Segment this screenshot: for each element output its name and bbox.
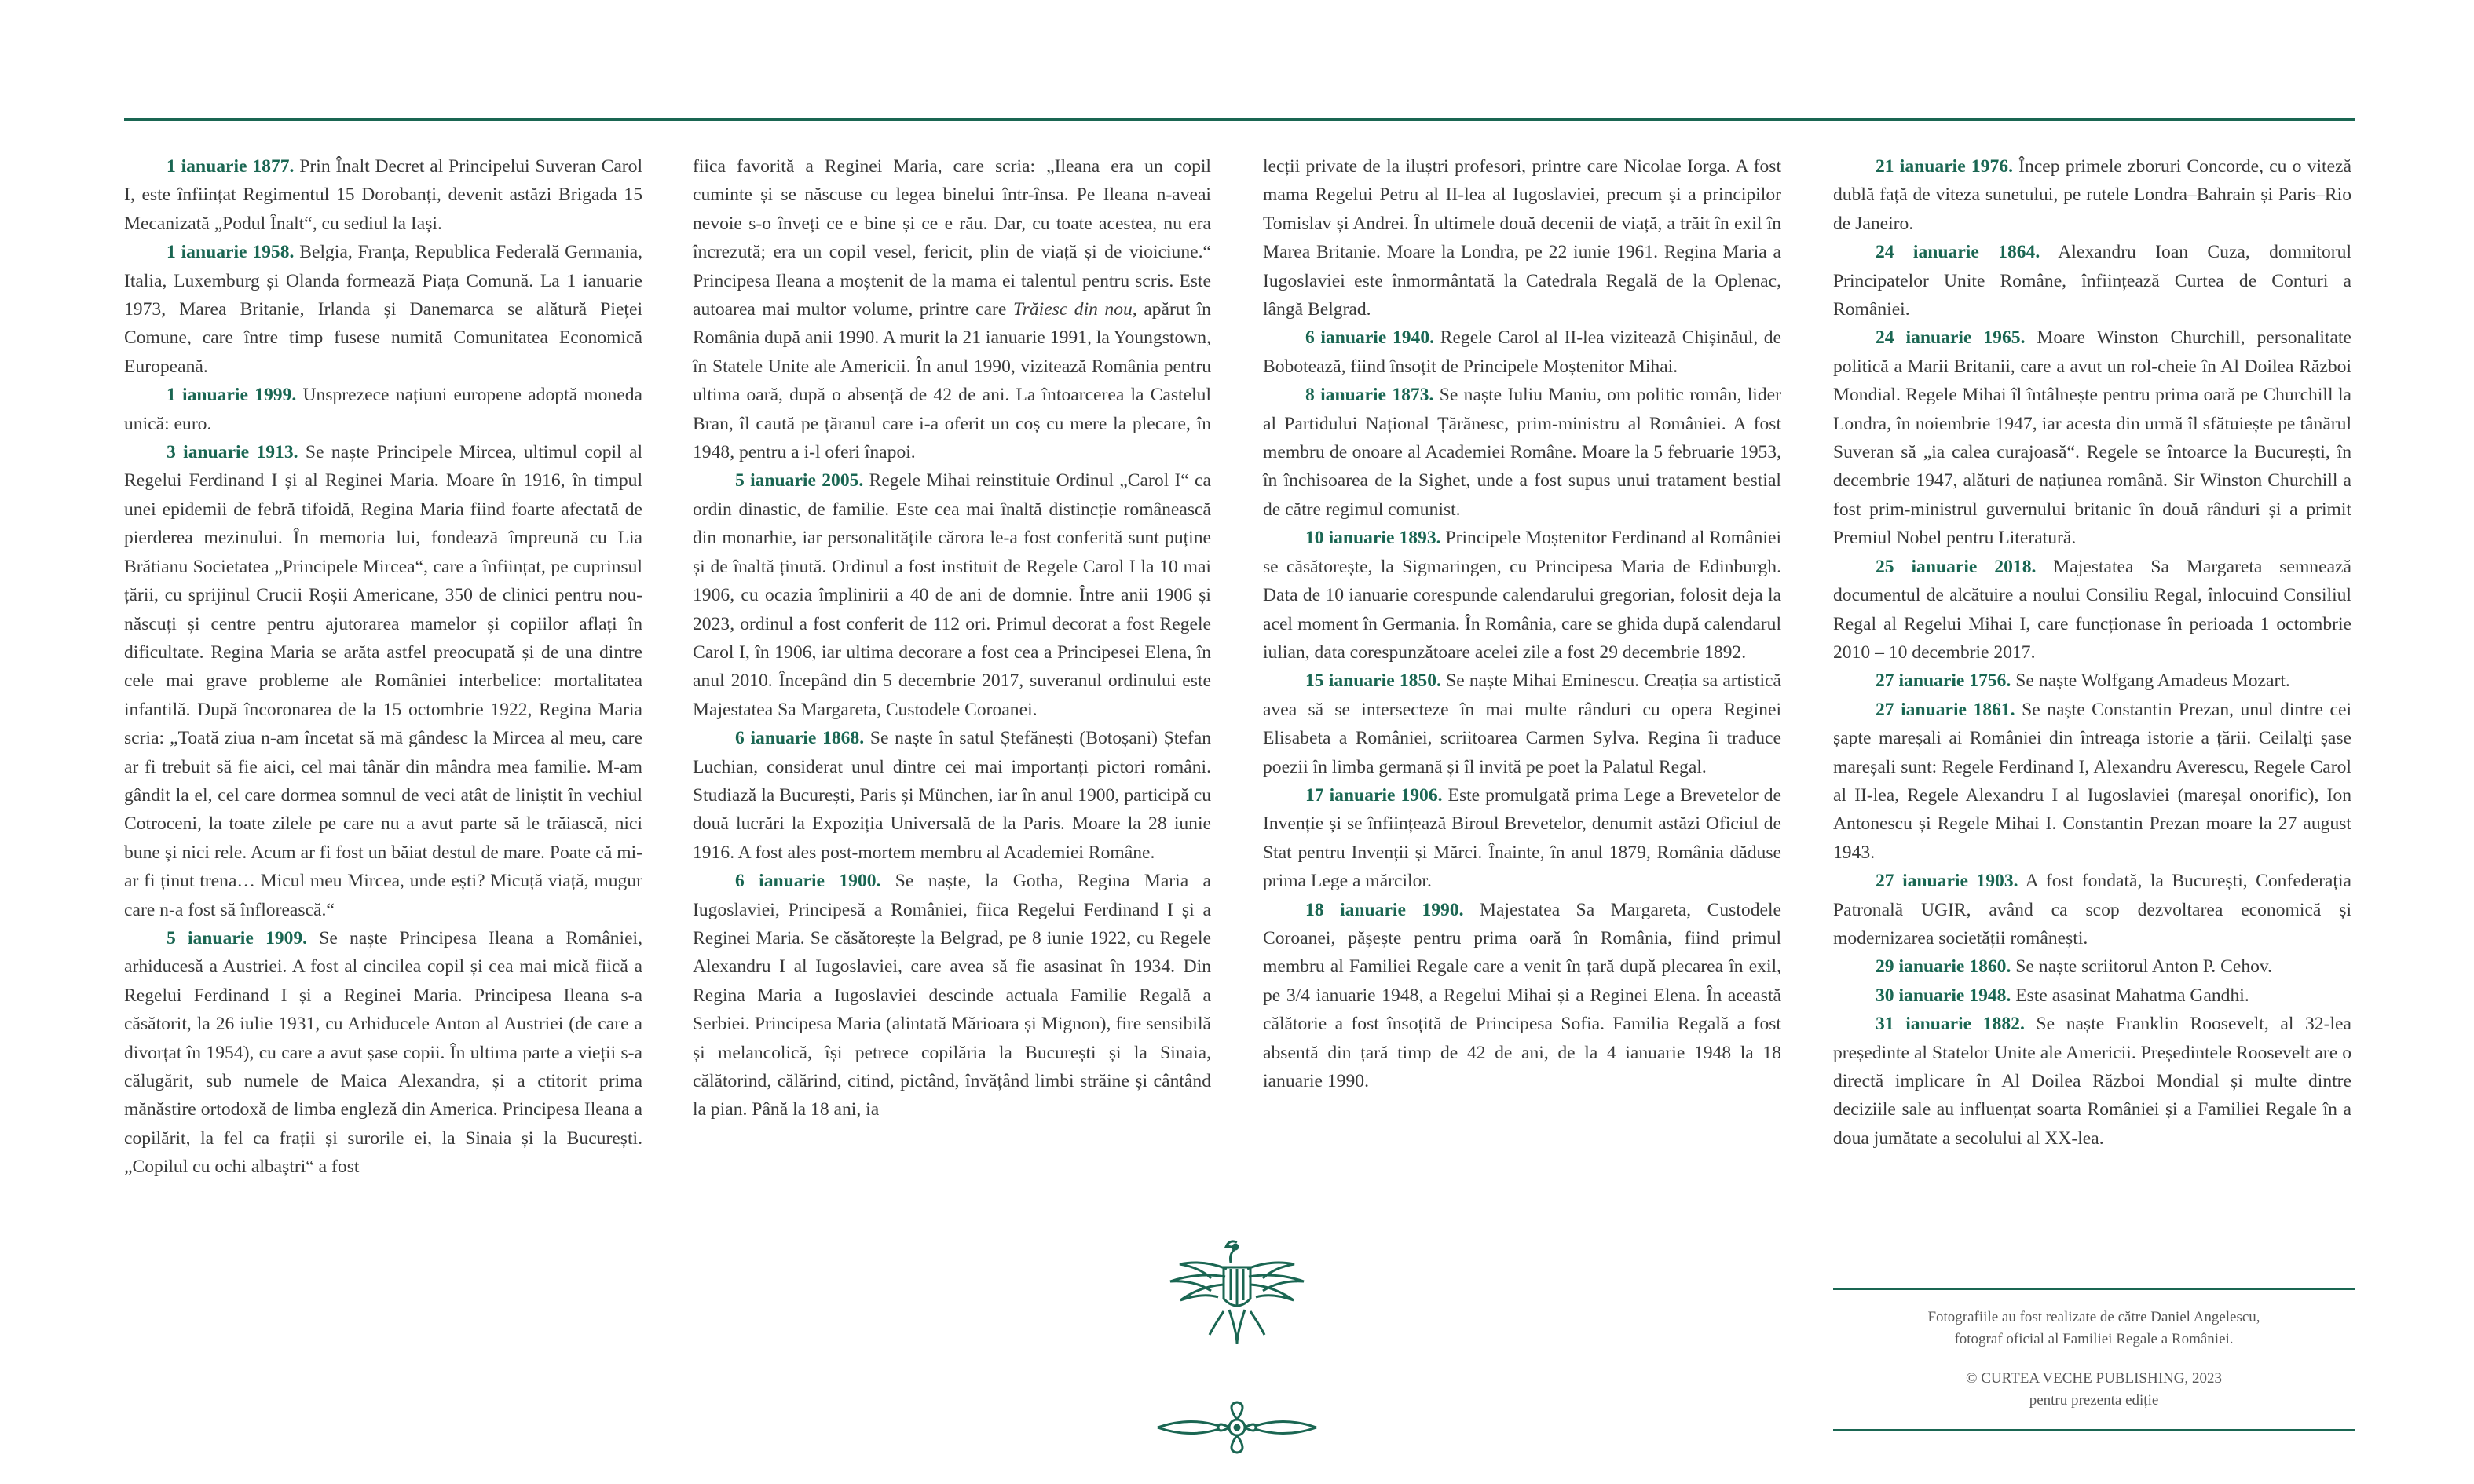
entry-date: 17 ianuarie 1906. — [1305, 784, 1443, 806]
book-title: Trăiesc din nou — [1012, 299, 1133, 320]
entry-date: 5 ianuarie 2005. — [735, 470, 864, 492]
entry-date: 10 ianuarie 1893. — [1305, 528, 1441, 549]
entry-paragraph — [1833, 981, 2351, 1010]
entry-text: Alexandru Ioan Cuza, domnitorul Principatelor Unite Române, înființează Curtea de Conturi a României. — [1833, 242, 2351, 320]
credits-spacer — [1833, 1351, 2355, 1368]
entry-paragraph — [1833, 867, 2351, 952]
entry-paragraph — [693, 724, 1211, 867]
text-column-2 — [693, 152, 1211, 1124]
entry-paragraph — [124, 924, 642, 1182]
entry-text: Se naște Wolfgang Amadeus Mozart. — [2011, 671, 2290, 692]
copyright-line: © CURTEA VECHE PUBLISHING, 2023 — [1966, 1370, 2222, 1387]
entry-text: Moare Winston Churchill, personalitate politică a Marii Britanii, care a avut un rol-cheie în Al Doilea Război Mondial. Regele Mihai îl întâlnește pentru prima oară pe Churchill la Londra, în noiembrie 1947, iar acesta din urmă îl sfătuiește pe tânărul Suveran să „ia calea curajoasă“. Regele se întoarce la București, în decembrie 1947, alături de națiunea română. Sir Winston Churchill a fost prim-ministrul guvernului britanic în două rânduri și a primit Premiul Nobel pentru Literatură. — [1833, 327, 2352, 549]
entry-date: 6 ianuarie 1900. — [735, 871, 881, 892]
entry-date: 27 ianuarie 1756. — [1876, 671, 2011, 692]
entry-paragraph — [1833, 323, 2351, 552]
entry-text: Se naște în satul Ștefănești (Botoșani) Ștefan Luchian, considerat unul dintre cei mai importanți pictori români. Studiază la București, Paris și München, iar în anul 1900, participă cu două lucrări la Expoziția Universală de la Paris. Moare la 28 iunie 1916. A fost ales post-mortem membru al Academiei Române. — [693, 728, 1211, 863]
entry-date: 25 ianuarie 2018. — [1876, 556, 2037, 577]
entry-text: Se naște Principesa Ileana a României, arhiducesă a Austriei. A fost al cincilea copil și cea mai mică fiică a Regelui Ferdinand I și a Reginei Maria. Principesa Ileana s-a căsătorit, la 26 iulie 1931, cu Arhiducele Anton al Austriei (de care a divorțat în 1954), cu care a avut șase copii. În ultima parte a vieții s-a călugărit, sub numele de Maica Alexandra, și a ctitorit prima mănăstire ortodoxă de limba engleză din America. Principesa Ileana a copilărit, la fel ca frații și surorile ei, la Sinaia și la București. „Copilul cu ochi albaștri“ a fost — [124, 927, 642, 1178]
entry-text: Se naște Principele Mircea, ultimul copil al Regelui Ferdinand I și al Reginei Maria. Moare în 1916, în timpul unei epidemii de febră tifoidă, Regina Maria fiind foarte afectată de pierderea mezinului. În memoria lui, fondează împreună cu Lia Brătianu Societatea „Principele Mircea“, care a înființat, pe cuprinsul țării, cu sprijinul Crucii Roșii Americane, 350 de clinici pentru nou-născuți și centre pentru ajutorarea mamelor și copiilor aflați în dificultate. Regina Maria se arăta astfel preocupată și de una dintre cele mai grave probleme ale României interbelice: mortalitatea infantilă. După încoronarea de la 15 octombrie 1922, Regina Maria scria: „Toată ziua n-am încetat să mă gândesc la Mircea al meu, care ar fi trebuit să fie aici, cel mai tânăr din mândra mea familie. M-am gândit la el, cel care dormea somnul de veci atât de liniștit în vechiul Cotroceni, la toate zilele pe care nu a avut parte să le trăiască, nici bune și nici rele. Acum ar fi fost un băiat destul de mare. Poate că mi-ar fi ținut trena… Micul meu Mircea, unde ești? Micuță viață, mugur care n-a fost să înflorească.“ — [124, 442, 643, 920]
text-column-1 — [124, 152, 642, 1182]
entry-text: A fost fondată, la București, Confederația Patronală UGIR, având ca scop dezvoltarea economică și modernizarea societății românești. — [1833, 871, 2351, 949]
entry-text: fiica favorită a Reginei Maria, care scria: „Ileana era un copil cuminte și se născuse cu legea binelui într-însa. Pe Ileana n-aveai nevoie s-o înveți ce e bine și ce e rău. Dar, cu toate acestea, nu era încrezută; era un copil vesel, fericit, plin de viață și de vioiciune.“ Principesa Ileana a moștenit de la mama ei talentul pentru scris. Este autoarea mai multor volume, printre care — [693, 156, 1211, 320]
entry-paragraph — [1263, 524, 1781, 667]
entry-paragraph — [1833, 553, 2351, 667]
entry-date: 29 ianuarie 1860. — [1876, 956, 2011, 978]
entry-date: 8 ianuarie 1873. — [1305, 385, 1434, 406]
entry-paragraph — [1263, 896, 1781, 1096]
credits-top-rule — [1833, 1288, 2355, 1290]
top-rule — [124, 118, 2355, 121]
entry-text: Regele Carol al II-lea vizitează Chișinăul, de Bobotează, fiind însoțit de Principele Moștenitor Mihai. — [1263, 327, 1781, 377]
entry-text: Belgia, Franța, Republica Federală Germania, Italia, Luxemburg și Olanda formează Piața Comună. La 1 ianuarie 1973, Marea Britanie, Irlanda și Danemarca se alătură Pieței Comune, care între timp fusese numită Comunitatea Economică Europeană. — [124, 242, 642, 377]
entry-paragraph — [1833, 152, 2351, 238]
entry-date: 30 ianuarie 1948. — [1876, 985, 2011, 1006]
entry-date: 6 ianuarie 1940. — [1305, 327, 1435, 349]
entry-text: Regele Mihai reinstituie Ordinul „Carol I“ ca ordin dinastic, de familie. Este cea mai înaltă distincție românească din monarhie, iar personalitățile cărora le-a fost conferită sunt puține și de înaltă ținută. Ordinul a fost instituit de Regele Carol I la 10 mai 1906, cu ocazia împlinirii a 40 de ani de domnie. Între anii 1906 și 2023, ordinul a fost conferit de 112 ori. Primul decorat a fost Regele Carol I, în 1906, iar ultima decorare a fost cea a Principesei Elena, în anul 2010. Începând din 5 decembrie 2017, suveranul ordinului este Majestatea Sa Margareta, Custodele Coroanei. — [693, 470, 1211, 720]
entry-paragraph-continued — [693, 152, 1211, 466]
entry-text: Majestatea Sa Margareta, Custodele Coroanei, pășește pentru prima oară în România, fiind primul membru al Familiei Regale care a venit în țară după plecarea în exil, pe 3/4 ianuarie 1948, a Regelui Mihai și a Reginei Elena. În această călătorie a fost însoțită de Principesa Sofia. Familia Regală a fost absentă din țară timp de 42 de ani, de la 4 ianuarie 1948 la 18 ianuarie 1990. — [1263, 899, 1781, 1091]
entry-paragraph — [124, 152, 642, 238]
entry-text: Se naște scriitorul Anton P. Cehov. — [2011, 956, 2273, 978]
entry-paragraph — [693, 867, 1211, 1124]
entry-text: Se naște Mihai Eminescu. Creația sa artistică avea să se intersecteze în mai multe rânduri cu opera Reginei Elisabeta a României, scriitoarea Carmen Sylva. Regina îi traduce poezii în limba germană și îl invită pe poet la Palatul Regal. — [1263, 671, 1781, 777]
entry-text: Prin Înalt Decret al Principelui Suveran Carol I, este înființat Regimentul 15 Dorobanți, devenit astăzi Brigada 15 Mecanizată „Podul Înalt“, cu sediul la Iași. — [124, 156, 643, 234]
entry-date: 31 ianuarie 1882. — [1876, 1014, 2025, 1035]
entry-text: lecții private de la iluștri profesori, printre care Nicolae Iorga. A fost mama Regelui Petru al II-lea al Iugoslaviei, precum și a principilor Tomislav și Andrei. În ultimele două decenii de viață, a trăit în exil în Marea Britanie. Moare la Londra, pe 22 iunie 1961. Regina Maria a Iugoslaviei este înmormântată la Catedrala Regală de la Oplenac, lângă Belgrad. — [1263, 156, 1781, 320]
eagle-emblem-icon — [1155, 1233, 1319, 1351]
photo-credit-line-2: fotograf oficial al Familiei Regale a României. — [1954, 1331, 2234, 1347]
entry-date: 6 ianuarie 1868. — [735, 728, 865, 749]
entry-paragraph — [124, 381, 642, 438]
entry-date: 24 ianuarie 1864. — [1876, 242, 2040, 263]
entry-paragraph — [1833, 1010, 2351, 1153]
entry-date: 27 ianuarie 1861. — [1876, 699, 2015, 720]
entry-text: Se naște Franklin Roosevelt, al 32-lea președinte al Statelor Unite ale Americii. Președintele Roosevelt are o directă implicare în Al Doilea Război Mondial și multe dintre deciziile sale au influențat soarta României și a Familiei Regale în a doua jumătate a secolului al XX-lea. — [1833, 1014, 2352, 1149]
entry-date: 21 ianuarie 1976. — [1876, 156, 2013, 177]
entry-date: 27 ianuarie 1903. — [1876, 871, 2018, 892]
entry-paragraph — [124, 438, 642, 924]
entry-date: 18 ianuarie 1990. — [1305, 899, 1464, 920]
entry-text: Majestatea Sa Margareta semnează documentul de alcătuire a noului Consiliu Regal, înlocuind Consiliul Regal al Regelui Mihai I, care funcționase în perioada 1 octombrie 2010 – 10 decembrie 2017. — [1833, 556, 2351, 663]
entry-text: Se naște, la Gotha, Regina Maria a Iugoslaviei, Principesă a României, fiica Regelui Ferdinand I și a Reginei Maria. Se căsătorește la Belgrad, pe 8 iunie 1922, cu Regele Alexandru I al Iugoslaviei, care avea să fie asasinat în 1934. Din Regina Maria a Iugoslaviei descinde actuala Familie Regală a Serbiei. Principesa Maria (alintată Mărioara și Mignon), fire sensibilă și melancolică, își petrece copilăria la București și la Sinaia, călătorind, călărind, citind, pictând, învățând limbi străine și cântând la pian. Până la 18 ani, ia — [693, 871, 1211, 1120]
entry-paragraph — [1833, 952, 2351, 981]
entry-paragraph — [1263, 781, 1781, 896]
entry-paragraph — [1833, 667, 2351, 695]
entry-date: 1 ianuarie 1958. — [167, 242, 295, 263]
credits-block — [1833, 1307, 2355, 1412]
text-column-4 — [1833, 152, 2351, 1153]
entry-date: 24 ianuarie 1965. — [1876, 327, 2026, 349]
entry-paragraph — [1833, 238, 2351, 323]
entry-paragraph — [1263, 381, 1781, 524]
entry-paragraph-continued — [1263, 152, 1781, 323]
entry-date: 15 ianuarie 1850. — [1305, 671, 1441, 692]
entry-paragraph — [693, 466, 1211, 724]
entry-date: 3 ianuarie 1913. — [167, 442, 298, 463]
entry-date: 1 ianuarie 1877. — [167, 156, 295, 177]
entry-date: 5 ianuarie 1909. — [167, 927, 308, 949]
entry-text: Este asasinat Mahatma Gandhi. — [2011, 985, 2249, 1006]
entry-date: 1 ianuarie 1999. — [167, 385, 297, 406]
entry-paragraph — [124, 238, 642, 381]
edition-line: pentru prezenta ediție — [2029, 1392, 2159, 1409]
entry-paragraph — [1263, 323, 1781, 381]
entry-text: Se naște Constantin Prezan, unul dintre cei șapte mareșali ai României din întreaga istorie a țării. Ceilalți șase mareșali sunt: Regele Ferdinand I, Alexandru Averescu, Regele Carol al II-lea, Regele Alexandru I al Iugoslaviei (mareșal onorific), Ion Antonescu și Regele Mihai I. Constantin Prezan moare la 27 august 1943. — [1833, 699, 2352, 863]
entry-text: Încep primele zboruri Concorde, cu o viteză dublă față de viteza sunetului, pe rutele Londra–Bahrain și Paris–Rio de Janeiro. — [1833, 156, 2351, 234]
entry-paragraph — [1263, 667, 1781, 781]
credits-bottom-rule — [1833, 1429, 2355, 1431]
entry-text: Principele Moștenitor Ferdinand al României se căsătorește, la Sigmaringen, cu Principesa Maria de Edinburgh. Data de 10 ianuarie corespunde calendarului gregorian, folosit deja la acel moment în Germania. În România, care se ghida după calendarul iulian, data corespunzătoare acelei zile a fost 29 decembrie 1892. — [1263, 528, 1781, 663]
entry-text: Se naște Iuliu Maniu, om politic român, lider al Partidului Național Țărănesc, prim-ministru al României. A fost membru de onoare al Academiei Române. Moare la 5 februarie 1953, în închisoarea de la Sighet, unde a fost supus unui tratament bestial de către regimul comunist. — [1263, 385, 1781, 520]
entry-paragraph — [1833, 696, 2351, 867]
entry-text: Este promulgată prima Lege a Brevetelor de Invenție și se înființează Biroul Brevetelor, denumit astăzi Oficiul de Stat pentru Invenții și Mărci. Înainte, în anul 1879, România dăduse prima Lege a mărcilor. — [1263, 784, 1782, 892]
entry-text: , apărut în România după anii 1990. A murit la 21 ianuarie 1991, la Youngstown, în Statele Unite ale Americii. În anul 1990, vizitează România pentru ultima oară, după o absență de 42 de ani. La întoarcerea la Castelul Bran, îl caută pe țăranul care i-a oferit un coș cu mere la plecare, în 1948, pentru a i-l oferi înapoi. — [693, 299, 1211, 463]
floral-ornament-icon — [1155, 1399, 1319, 1454]
photo-credit-line-1: Fotografiile au fost realizate de către Daniel Angelescu, — [1927, 1309, 2260, 1325]
entry-text: Unsprezece națiuni europene adoptă moneda unică: euro. — [124, 385, 643, 434]
text-column-3 — [1263, 152, 1781, 1095]
